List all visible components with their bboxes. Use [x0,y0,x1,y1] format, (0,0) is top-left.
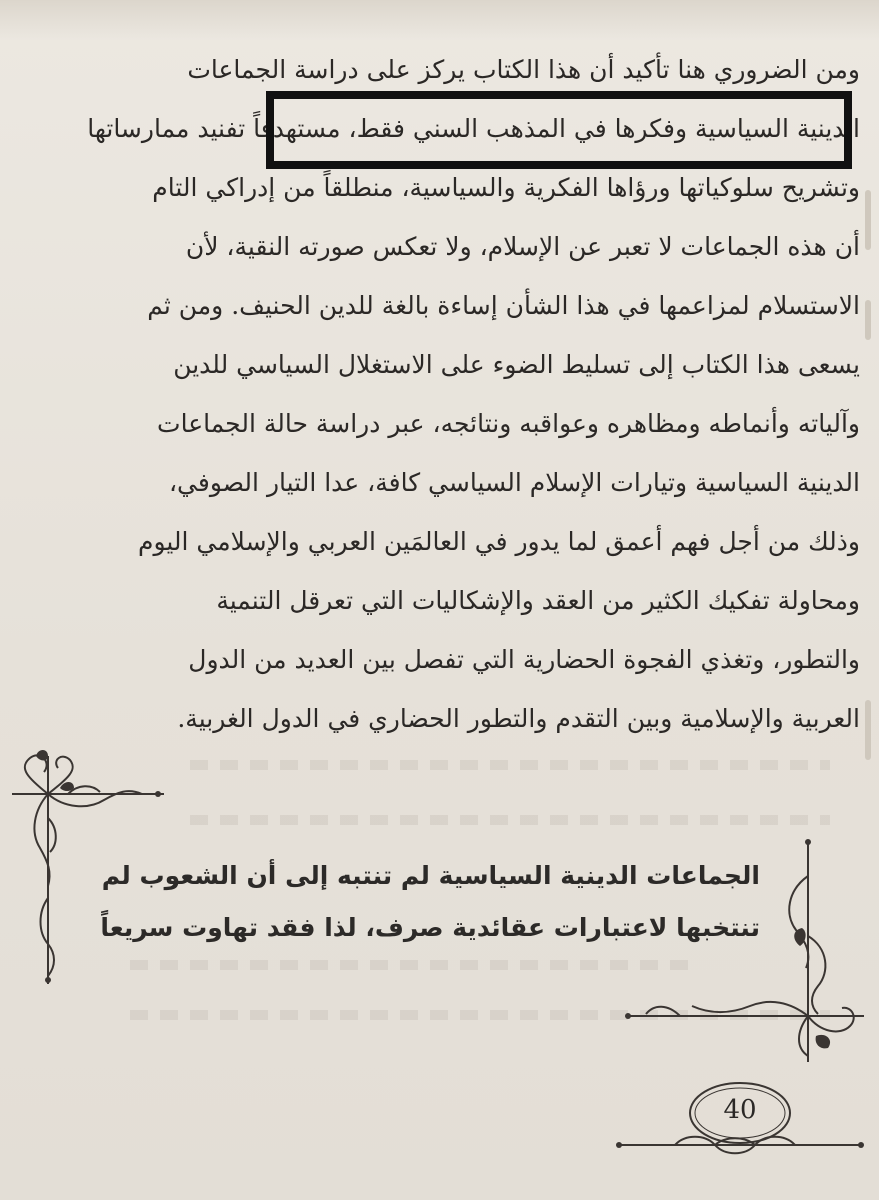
body-line: ومن الضروري هنا تأكيد أن هذا الكتاب يركز على دراسة الجماعات [187,55,860,84]
bleed-through-text [130,960,690,970]
body-line: الدينية السياسية وتيارات الإسلام السياسي كافة، عدا التيار الصوفي، [168,468,860,497]
spine-mark [865,300,871,340]
body-line: الاستسلام لمزاعمها في هذا الشأن إساءة بالغة للدين الحنيف. ومن ثم [147,291,860,320]
footer-flourish [615,1132,865,1158]
pull-quote [100,850,760,954]
spine-mark [865,190,871,250]
bleed-through-text [190,760,830,770]
body-line: وتشريح سلوكياتها ورؤاها الفكرية والسياسية، منطلقاً من إدراكي التام [152,173,860,202]
pull-quote-line: تنتخبها لاعتبارات عقائدية صرف، لذا فقد تهاوت سريعاً [100,913,760,942]
bleed-through-text [190,815,830,825]
highlight-box [266,91,852,169]
page-number: 40 [723,1095,757,1125]
body-line: وذلك من أجل فهم أعمق لما يدور في العالمَين العربي والإسلامي اليوم [137,527,860,556]
body-line: وآلياته وأنماطه ومظاهره وعواقبه ونتائجه، عبر دراسة حالة الجماعات [157,409,860,438]
pull-quote-line: الجماعات الدينية السياسية لم تنتبه إلى أن الشعوب لم [101,861,760,890]
body-line: أن هذه الجماعات لا تعبر عن الإسلام، ولا تعكس صورته النقية، لأن [185,232,860,261]
body-line: العربية والإسلامية وبين التقدم والتطور الحضاري في الدول الغربية. [177,704,860,733]
body-line: الدينية السياسية وفكرها في المذهب السني فقط، مستهدفاً تفنيد ممارساتها [87,114,860,143]
body-line: يسعى هذا الكتاب إلى تسليط الضوء على الاستغلال السياسي للدين [173,350,860,379]
body-line: والتطور، وتغذي الفجوة الحضارية التي تفصل بين العديد من الدول [188,645,860,674]
body-line: ومحاولة تفكيك الكثير من العقد والإشكاليات التي تعرقل التنمية [216,586,860,615]
spine-mark [865,700,871,760]
page-top-shadow [0,0,879,40]
